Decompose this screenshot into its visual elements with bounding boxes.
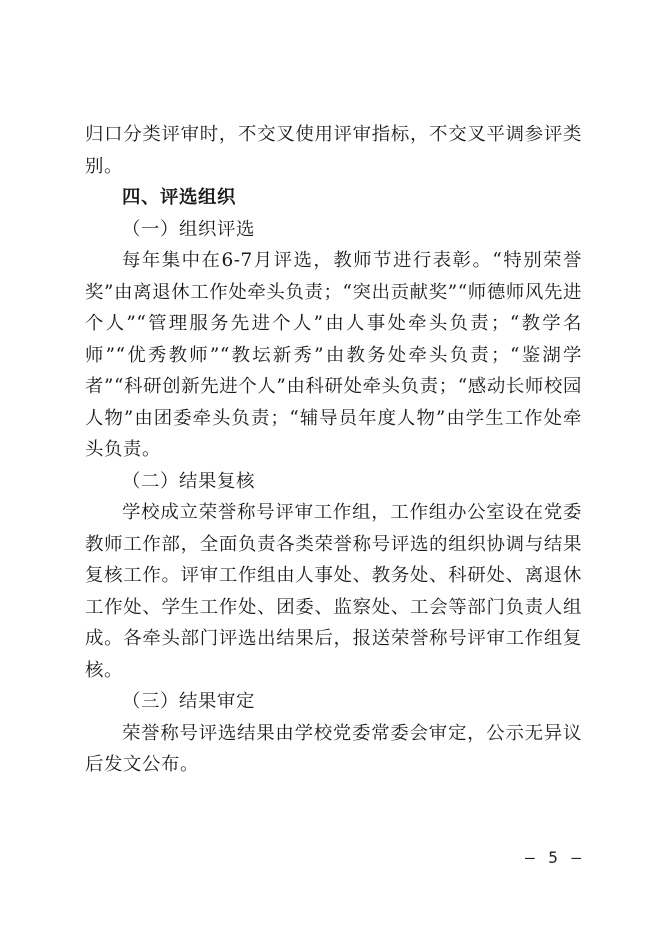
paragraph-result-review: 学校成立荣誉称号评审工作组，工作组办公室设在党委教师工作部，全面负责各类荣誉称号评选的组织协调与结果复核工作。评审工作组由人事处、教务处、科研处、离退休工作处、学生工作处、团委、监察处、工会等部门负责人组成。各牵头部门评选出结果后，报送荣誉称号评审工作组复核。 bbox=[85, 502, 582, 681]
document-body bbox=[85, 119, 582, 781]
subheading-result-approval: （三）结果审定 bbox=[122, 691, 255, 712]
paragraph-result-approval: 荣誉称号评选结果由学校党委常委会审定，公示无异议后发文公布。 bbox=[85, 722, 582, 775]
subheading-organize-selection: （一）组织评选 bbox=[122, 218, 255, 240]
page-number: — 5 — bbox=[525, 848, 584, 867]
section-heading-4: 四、评选组织 bbox=[122, 187, 236, 208]
paragraph-continuation: 归口分类评审时，不交叉使用评审指标，不交叉平调参评类别。 bbox=[85, 124, 582, 177]
paragraph-organize-selection: 每年集中在6-7月评选，教师节进行表彰。“特别荣誉奖”由离退休工作处牵头负责；“突出贡献奖”“师德师风先进个人”“管理服务先进个人”由人事处牵头负责；“教学名师”“优秀教师”“教坛新秀”由教务处牵头负责；“鉴湖学者”“科研创新先进个人”由科研处牵头负责；“感动长师校园人物”由团委牵头负责；“辅导员年度人物”由学生工作处牵头负责。 bbox=[85, 250, 582, 460]
subheading-result-review: （二）结果复核 bbox=[122, 470, 255, 492]
